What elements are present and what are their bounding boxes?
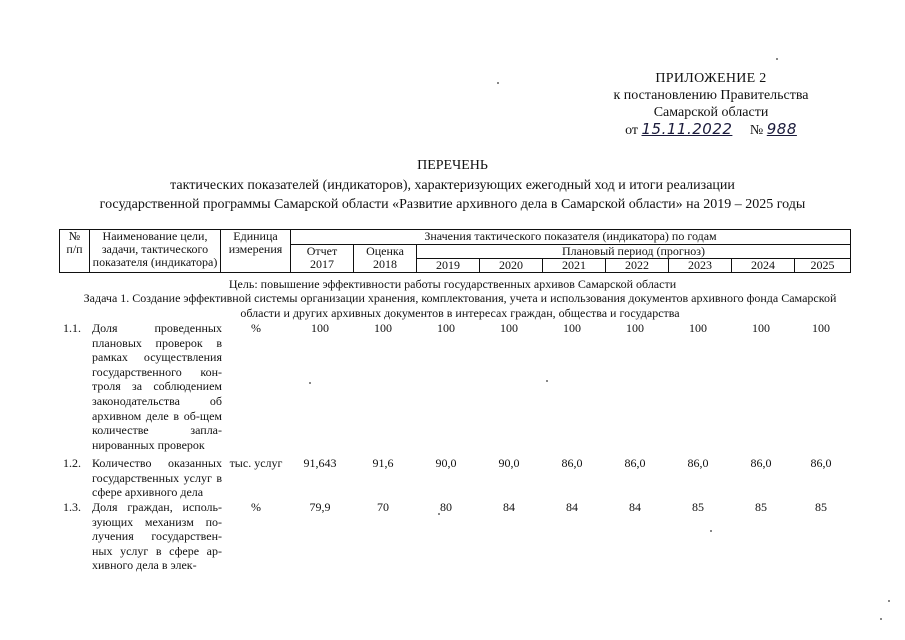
col-unit-header <box>221 230 291 273</box>
row-number: 1.1. <box>63 321 81 335</box>
row-value: 80 <box>440 500 452 514</box>
report-label: Отчет <box>306 244 338 258</box>
estimate-2018-header <box>354 245 417 273</box>
scan-speck <box>497 82 499 84</box>
appendix-resolution-line: к постановлению Правительства <box>613 88 809 103</box>
col-num-line: № <box>68 229 81 243</box>
row-value: 86,0 <box>561 456 583 470</box>
row-value: 85 <box>815 500 827 514</box>
scan-speck <box>438 513 440 515</box>
row-indicator-name: Доля проведенных плановых проверок в рамках осуществления государственного кон-троля за соблюдением законодательства об архивном деле в об-щем количестве запла-нированных проверок <box>92 321 222 452</box>
year-header: 2024 <box>732 259 795 273</box>
row-value: 86,0 <box>750 456 772 470</box>
scan-speck <box>880 618 882 620</box>
row-value: 100 <box>752 321 770 335</box>
row-value: 91,643 <box>303 456 337 470</box>
col-unit-line: Единица <box>233 229 278 243</box>
row-value: 85 <box>692 500 704 514</box>
row-value: 91,6 <box>372 456 394 470</box>
document-title-line-1: тактических показателей (индикаторов), характеризующих ежегодный ход и итоги реализации <box>170 178 735 193</box>
row-value: 100 <box>563 321 581 335</box>
row-value: 90,0 <box>435 456 457 470</box>
document-title-line-2: государственной программы Самарской области «Развитие архивного дела в Самарской области» на 2019 – 2025 годы <box>99 197 806 212</box>
col-name-line: задачи, тактического <box>101 242 209 256</box>
row-value: 84 <box>503 500 515 514</box>
year-header: 2021 <box>543 259 606 273</box>
row-value: 100 <box>626 321 644 335</box>
row-value: 79,9 <box>309 500 331 514</box>
row-number: 1.2. <box>63 456 81 470</box>
report-year: 2017 <box>310 257 334 271</box>
appendix-region-line: Самарской области <box>653 105 769 120</box>
row-value: 85 <box>755 500 767 514</box>
task-line: Задача 1. Создание эффективной системы организации хранения, комплектования, учета и использования документов архивного фонда Самарской области и других архивных документов в интересах граждан, общества и государства <box>83 291 837 320</box>
row-value: 70 <box>377 500 389 514</box>
row-value: 100 <box>812 321 830 335</box>
year-header: 2020 <box>480 259 543 273</box>
scan-speck <box>710 530 712 532</box>
col-name-header <box>90 230 221 273</box>
scan-speck <box>546 380 548 382</box>
scan-speck <box>888 600 890 602</box>
year-header: 2023 <box>669 259 732 273</box>
row-indicator-name: Количество оказанных государственных услуг в сфере архивного дела <box>92 456 222 500</box>
row-value: 84 <box>629 500 641 514</box>
scan-speck <box>776 58 778 60</box>
report-2017-header <box>291 245 354 273</box>
col-num-header <box>60 230 90 273</box>
row-value: 86,0 <box>624 456 646 470</box>
planned-period-header: Плановый период (прогноз) <box>417 245 851 259</box>
year-header: 2025 <box>795 259 851 273</box>
row-number: 1.3. <box>63 500 81 514</box>
row-value: 100 <box>689 321 707 335</box>
from-label: от <box>625 123 639 138</box>
appendix-title: ПРИЛОЖЕНИЕ 2 <box>655 71 767 86</box>
row-value: 90,0 <box>498 456 520 470</box>
values-by-year-header: Значения тактического показателя (индикатора) по годам <box>291 230 851 245</box>
row-value: 100 <box>500 321 518 335</box>
col-unit-line: измерения <box>228 242 283 256</box>
handwritten-date: 15.11.2022 <box>641 120 733 138</box>
row-unit: тыс. услуг <box>229 456 283 470</box>
col-name-line: показателя (индикатора) <box>92 255 218 269</box>
appendix-block <box>581 70 841 139</box>
row-value: 84 <box>566 500 578 514</box>
goal-line: Цель: повышение эффективности работы государственных архивов Самарской области <box>228 277 677 291</box>
row-value: 100 <box>311 321 329 335</box>
row-value: 100 <box>374 321 392 335</box>
row-unit: % <box>251 321 261 335</box>
row-value: 86,0 <box>810 456 832 470</box>
row-value: 86,0 <box>687 456 709 470</box>
col-num-line: п/п <box>66 242 83 256</box>
appendix-date-line <box>581 121 841 139</box>
year-header: 2019 <box>417 259 480 273</box>
number-label: № <box>749 123 764 138</box>
document-heading: ПЕРЕЧЕНЬ <box>417 158 488 173</box>
estimate-year: 2018 <box>373 257 397 271</box>
scan-speck <box>309 382 311 384</box>
col-name-line: Наименование цели, <box>102 229 208 243</box>
row-value: 100 <box>437 321 455 335</box>
row-indicator-name: Доля граждан, исполь-зующих механизм по-лучения государствен-ных услуг в сфере ар-хивного дела в элек- <box>92 500 222 573</box>
row-unit: % <box>251 500 261 514</box>
indicators-table-header <box>59 229 851 273</box>
handwritten-number: 988 <box>766 120 797 138</box>
year-header: 2022 <box>606 259 669 273</box>
estimate-label: Оценка <box>366 244 404 258</box>
